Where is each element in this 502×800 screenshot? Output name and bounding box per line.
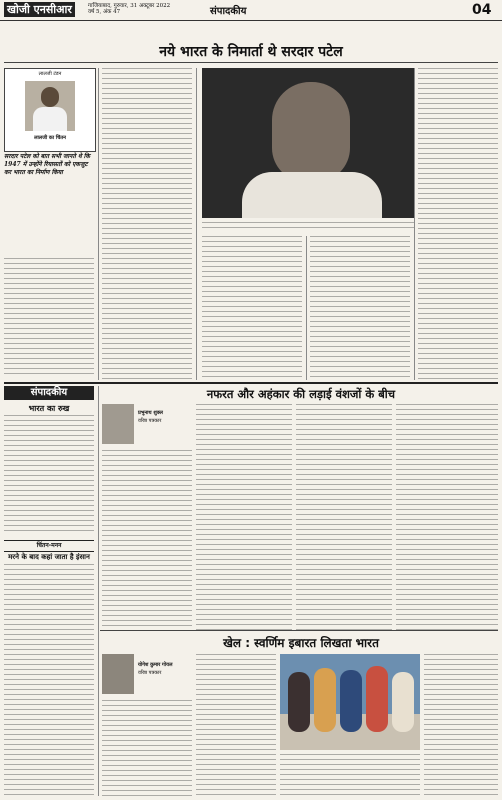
- article2-author-photo: [102, 404, 134, 444]
- author-box: [4, 68, 96, 152]
- author-role: लालजी टंडन: [38, 71, 62, 77]
- article3-body-col2: [196, 654, 276, 796]
- article3-headline: खेल : स्वर्णिम इबारत लिखता भारत: [223, 636, 379, 650]
- article3-body-col1: [102, 700, 192, 796]
- article3-author-role: वरिष्ठ पत्रकार: [138, 670, 162, 676]
- dateline-line2: वर्ष 5, अंक 47: [88, 9, 121, 15]
- article2-author-name: प्रभुनाथ शुक्ल: [138, 410, 163, 416]
- article2-body-col1: [102, 450, 192, 630]
- divider: [100, 630, 498, 631]
- article2-author-role: वरिष्ठ पत्रकार: [138, 418, 162, 424]
- article2-body-col2: [196, 404, 292, 630]
- column-body: [4, 564, 94, 796]
- article1-body-col1: [4, 258, 94, 378]
- editorial-body: [4, 415, 94, 535]
- column-rule: [414, 68, 415, 380]
- column-title: मरने के बाद कहां जाता है इंसान: [8, 553, 90, 561]
- article3-author-photo: [102, 654, 134, 694]
- section-title: संपादकीय: [210, 6, 247, 17]
- article3-body-col4: [424, 654, 498, 796]
- editorial-label: संपादकीय: [4, 386, 94, 400]
- pull-quote: सरदार पटेल को बात सभी जानते थे कि 1947 में उन्होंने रियासतों को एकजुट कर भारत का निर्माण किया: [4, 153, 90, 176]
- column-rule: [98, 386, 99, 796]
- sardar-patel-photo: [202, 68, 414, 218]
- divider: [4, 382, 498, 384]
- page-number: 04: [472, 2, 492, 18]
- article1-body-col4: [310, 236, 410, 380]
- author-photo: [25, 81, 75, 131]
- editorial-title: भारत का रुख: [28, 404, 70, 413]
- athletes-photo: [280, 654, 420, 750]
- divider: [4, 62, 498, 63]
- article2-headline: नफरत और अहंकार की लड़ाई वंशजों के बीच: [206, 387, 396, 401]
- article2-body-col4: [396, 404, 498, 630]
- dateline: [88, 3, 198, 15]
- column-rule: [196, 68, 197, 380]
- article1-headline: नये भारत के निमार्ता थे सरदार पटेल: [159, 44, 343, 60]
- article3-author-box: [102, 654, 192, 698]
- article3-body-col3: [280, 754, 420, 796]
- photo-caption: [202, 222, 414, 232]
- dateline-line1: गाजियाबाद, गुरुवार, 31 अक्टूबर 2022: [88, 3, 171, 9]
- column-rule: [306, 236, 307, 380]
- article2-author-box: [102, 404, 192, 448]
- article1-body-col2: [102, 68, 192, 380]
- article1-body-col3: [202, 236, 302, 380]
- column-label: चिंतन-मनन: [4, 540, 94, 552]
- article1-body-col5: [418, 68, 498, 380]
- article3-author-name: योगेश कुमार गोयल: [138, 662, 173, 668]
- masthead: [0, 0, 502, 21]
- newspaper-brand: खोजी एनसीआर: [4, 2, 75, 17]
- article2-body-col3: [296, 404, 392, 630]
- column-rule: [98, 68, 99, 380]
- author-name: लालजी का चिंतन: [34, 135, 66, 141]
